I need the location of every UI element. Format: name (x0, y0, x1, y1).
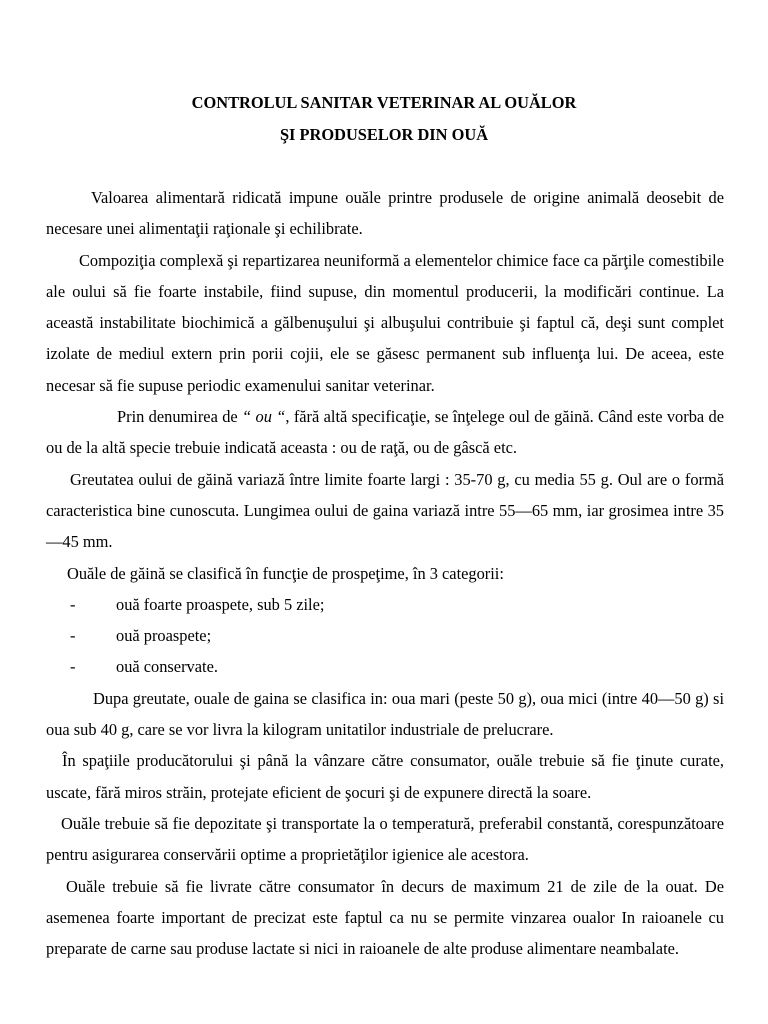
list-item (70, 651, 724, 682)
freshness-category-list (46, 589, 724, 683)
paragraph-delivery: Ouăle trebuie să fie livrate către consumator în decurs de maximum 21 de zile de la ouat. De asemenea foarte important de precizat este faptul ca nu se permite vinzarea oualor In raioanele cu preparate de carne sau produse lactate si nici in raioanele de alte produse alimentare neambalate. (46, 876, 724, 959)
paragraph-transport: Ouăle trebuie să fie depozitate şi transportate la o temperatură, preferabil constantă, corespunzătoare pentru asigurarea conservării optime a proprietăţilor igienice ale acestora. (46, 813, 724, 865)
list-dash: - (70, 657, 76, 677)
paragraph-storage-producer: În spaţiile producătorului şi până la vânzare către consumator, ouăle trebuie să fie ţinute curate, uscate, fără miros străin, protejate eficient de şocuri şi de expunere directă la soare. (46, 751, 724, 802)
list-item-text: ouă proaspete; (116, 626, 212, 646)
list-dash: - (70, 594, 76, 614)
document-title-line-1: CONTROLUL SANITAR VETERINAR AL OUĂLOR (191, 93, 577, 112)
list-item (70, 620, 724, 651)
document-title-line-2: ŞI PRODUSELOR DIN OUĂ (279, 125, 489, 144)
list-item-text: ouă foarte proaspete, sub 5 zile; (116, 594, 325, 614)
list-dash: - (70, 626, 76, 646)
paragraph-composition: Compoziţia complexă şi repartizarea neuniformă a elementelor chimice face ca părţile comestibile ale oului să fie foarte instabile, fiind supuse, din momentul producerii, la modificări continue. La această instabilitate biochimică a gălbenuşului şi albuşului contribuie şi faptul că, deşi sunt complet izolate de mediul extern prin porii cojii, ele se găsesc permanent sub influenţa lui. De aceea, este necesar să fie supuse periodic examenului sanitar veterinar. (46, 250, 724, 395)
paragraph-classification: Ouăle de găină se clasifică în funcţie de prospeţime, în 3 categorii: (67, 563, 504, 583)
list-item-text: ouă conservate. (116, 657, 218, 677)
paragraph-nutritional-value: Valoarea alimentară ridicată impune ouăle printre produsele de origine animală deosebit de necesare unei alimentaţii raţionale şi echilibrate. (46, 188, 724, 239)
paragraph-weight: Greutatea oului de găină variază între limite foarte largi : 35-70 g, cu media 55 g. Oul are o formă caracteristica bine cunoscuta. Lungimea oului de gaina variază intre 55—65 mm, iar grosimea intre 35—45 mm. (46, 469, 724, 552)
definition-quote: “ ou “ (242, 407, 286, 427)
list-item (70, 589, 724, 620)
definition-text-after: , fără altă specificaţie, se înţelege oul de găină. Când este vorba de ou de la altă specie trebuie indicată aceasta : ou de raţă, ou de gâscă etc. (46, 407, 724, 458)
paragraph-definition (46, 401, 724, 464)
document-body (46, 182, 724, 964)
paragraph-weight-classes: Dupa greutate, ouale de gaina se clasifica in: oua mari (peste 50 g), oua mici (intre 40—50 g) si oua sub 40 g, care se vor livra la kilogram unitatilor industriale de prelucrare. (46, 688, 724, 740)
definition-text-before: Prin denumirea de (117, 407, 243, 427)
